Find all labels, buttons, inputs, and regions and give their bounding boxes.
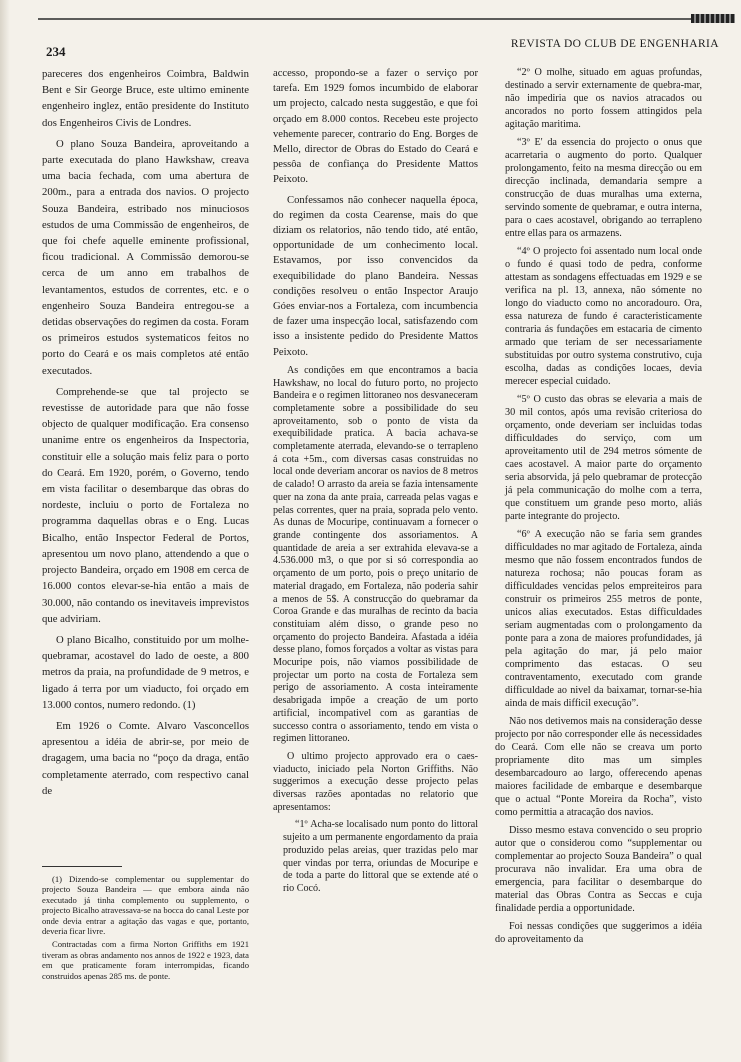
paragraph: Confessamos não conhecer naquella época, do regimen da costa Cearense, mais do que diziam os relatorios, não tendo tido, até então, opportunidade de um conhecimento local. Estavamos, por isso convencidos da exequibilidade do plano Bandeira. Nessas condições resolveu o então Inspector Araujo Góes enviar-nos a Fortaleza, com incumbencia de fazer uma inspecção local, satisfazendo com isso a insistente pedido do Presidente Mattos Peixoto. — [273, 194, 478, 358]
footnote: Contractadas com a firma Norton Griffiths em 1921 tiveram as obras andamento nos annos de 1922 e 1923, data em que praticamente foram interrompidas, ficando construidos apenas 285 ms. de ponte. — [42, 939, 249, 981]
paragraph: Em 1926 o Comte. Alvaro Vasconcellos apresentou a idéia de abrir-se, por meio de dragagem, uma bacia no “poço da draga, então completamente aterrado, com respectivo canal de — [42, 719, 249, 797]
running-title: REVISTA DO CLUB DE ENGENHARIA — [510, 38, 719, 50]
header-rule — [38, 18, 723, 20]
page-number: 234 — [46, 44, 66, 59]
quote-item: “6º A execução não se faria sem grandes difficuldades no mar agitado de Fortaleza, ainda mesmo que não fossem encontrados fundos de natureza rochosa; não poucas foram as difficuldades vencidas pelos empreiteiros para construir os primeiros 255 metros de ponte, unicos alias executados. Estas difficuldades seriam augmentadas com o prolongamento da ponte para a zona de maiores profundidades, já pela agitação do mar, já pelo maior comprimento das estacas. O seu contraventamento, executado com grande difficuldade ao nivel da baixamar, tornar-se-hia ainda de mais difficil execução”. — [505, 529, 702, 709]
footnotes — [42, 874, 249, 984]
paragraph: Disso mesmo estava convencido o seu proprio autor que o considerou como “supplementar ou complementar ao projecto Souza Bandeira” o qual procurava não invalidar. Era uma obra de emergencia, para facilitar o desembarque do material das Obras Contra as Seccas e cuja finalidade perdia a opportunidade. — [495, 825, 702, 914]
quote-block — [495, 66, 702, 710]
corner-mark — [691, 14, 735, 23]
paragraph: Comprehende-se que tal projecto se revestisse de autoridade para que não fosse objecto de qualquer modificação. Era consenso unanime entre os engenheiros da Inspectoria, constituir elle a solução mais feliz para o porto do Ceará. Em 1920, porém, o Governo, tendo em vista facilitar o desembarque das obras do nordeste, incluiu o porto de Fortaleza no programma daquellas obras e o Eng. Lucas Bicalho, então Inspector Federal de Portos, apresentou um novo plano, attendendo a que o projecto Bandeira, orçado em 1908 em cerca de 16.000 contos elevar-se-hia então a mais de 30.000, não contando os inevitaveis imprevistos que adviriam. — [42, 385, 249, 625]
paragraph: O ultimo projecto approvado era o caes-viaducto, iniciado pela Norton Griffiths. Não suggerimos a execução desse projecto pelas diversas razões apontadas no relatorio que apresentamos: — [273, 750, 478, 813]
quote-item: “4º O projecto foi assentado num local onde o fundo é quasi todo de pedra, conforme attestam as sondagens effectuadas em 1929 e se verifica na pl. 13, annexa, não sómente no longo do viaducto como no ancoradouro. Ora, essa natureza de fundo é caracteristicamente contraria ás fundações em estacaria de cimento armado que teriam de ser necessariamente substituidas por outro systema construtivo, cuja escolha, dadas as condições locaes, devia merecer especial cuidado. — [505, 246, 702, 387]
quote-item: “3º E' da essencia do projecto o onus que acarretaria o augmento do porto. Qualquer prolongamento, feito na mesma direcção ou em direcção inclinada, demandaria sempre a construcção de duas muralhas uma externa, servindo somente de quebramar, e outra interna, para o caes acostavel, obrigando ao terrapleno entre ellas para os armazens. — [505, 137, 702, 239]
paragraph: O plano Souza Bandeira, aproveitando a parte executada do plano Hawkshaw, creava uma bacia fechada, com uma abertura de 200m., para a entrada dos navios. O projecto Souza Bandeira, estribado nos minuciosos estudos de uma Commissão de engenheiros, de que foi chefe aquelle eminente profissional, ficou tradicional. A Commissão demorou-se cerca de um anno em trabalhos de levantamentos, estudos de correntes, etc. e o engenheiro Souza Bandeira entregou-se a detidas observações do regimen da costa. Foram os primeiros estudos systematicos feitos no porto do Ceará e os mais completos até então executados. — [42, 137, 249, 377]
footnote: (1) Dizendo-se complementar ou supplementar do projecto Souza Bandeira — que embora ainda não executado já tinha complemento ou supplemento, o projecto Bicalho atravessava-se na bocca do canal Leste por onde devia entrar a agitação das vagas e que, portanto, deveria ficar livre. — [42, 874, 249, 937]
paragraph: pareceres dos engenheiros Coimbra, Baldwin Bent e Sir George Bruce, este ultimo eminente engenheiro inglez, então presidente do Instituto dos Engenheiros Civis de Londres. — [42, 68, 249, 129]
paragraph: accesso, propondo-se a fazer o serviço por tarefa. Em 1929 fomos incumbido de elaborar um projecto, calcado nesta suggestão, e que foi orçado em 8.000 contos. Recebeu este projecto vehemente parecer, contrario do Eng. Borges de Mello, director de Obras do Estado do Ceará e pessôa de confiança do Presidente Mattos Peixoto. — [273, 68, 478, 186]
footnote-rule — [42, 866, 122, 867]
column-right — [495, 66, 702, 1060]
quote-item: “5º O custo das obras se elevaria a mais de 30 mil contos, após uma revisão criteriosa do orçamento, onde deveriam ser incluidas todas difficuldades do serviço, com um aproveitamento util de 294 metros sómente de caes acostavel. A maior parte do orçamento seria absorvida, já pelo quebramar de protecção já pela communicação do molhe com a terra, que constituem um grande peso morto, aliás parte integrante do projecto. — [505, 394, 702, 522]
quote-item: “2º O molhe, situado em aguas profundas, destinado a servir externamente de quebra-mar, não impediria que os navios atracados ou ancorados no porto fossem attingidos pela agitação maritima. — [505, 67, 702, 130]
paragraph: Não nos detivemos mais na consideração desse projecto por não corresponder elle ás necessidades do Ceará. Com elle não se creava um porto propriamente dito mas um simples desembarcadouro ao largo, offerecendo apenas maiores facilidade de embarque e desembarque que o actual “Ponte Moreira da Rocha”, visto como permittia a atracação dos navios. — [495, 716, 702, 818]
column-left — [42, 66, 249, 856]
paragraph: Foi nessas condições que suggerimos a idéia do aproveitamento da — [495, 921, 702, 945]
column-middle — [273, 66, 478, 1062]
paragraph: As condições em que encontramos a bacia Hawkshaw, no local do futuro porto, no projecto Bandeira e o regimen littoraneo nos desvaneceram completamente sobre a possibilidade do seu aproveitamento, sob o ponto de vista da exequibilidade pratica. A bacia achava-se completamente aterrada, elevando-se o terrapleno á cota +5m., com diversas casas construidas no local onde deveriam ancorar os navios de 8 metros de calado! O arrasto da areia se fazia intensamente quer na zona da ante praia, carreada pelas vagas e pelas correntes, quer na praia, soprada pelo vento. As dunas de Mocuripe, continuavam a fornecer o grande contingente dos assoriamentos. A quantidade de areia a ser extrahida elevava-se a 4.536.000 m3, o que por si só correspondia ao orçamento de um porto, pois o preço unitario de material dragado, em Fortaleza, não poderia sahir a menos de 5$. A construcção do quebramar da Coroa Grande e das muralhas de recinto da bacia constituiam além disso, o grande peso no orçamento do projecto Bandeira. Afastada a idéia desse plano, fomos forçados a voltar as vistas para Mocuripe pois, não viamos possibilidade de projectar um porto na costa de Fortaleza sem perigo de assoriamento. A costa inteiramente desabrigada impõe a creação de um porto artificial, incompativel com as garantias de successo contra o assoriamento, tendo em vista o regimen littoraneo. — [273, 364, 478, 745]
paragraph: O plano Bicalho, constituido por um molhe-quebramar, acostavel do lado de oeste, a 800 metros da praia, na profundidade de 9 metros, e ligado á terra por um viaducto, foi orçado em 13.000 contos, numero redondo. (1) — [42, 633, 249, 711]
quote-block — [273, 819, 478, 895]
page-shadow — [0, 0, 10, 1062]
quote-item: “1º Acha-se localisado num ponto do littoral sujeito a um permanente engordamento da praia produzido pelas areias, quer trazidas pelo mar quer vindas por terra, oriundas de Mocuripe e de toda a parte do littoral que se extende até o rio Cocó. — [283, 819, 478, 894]
